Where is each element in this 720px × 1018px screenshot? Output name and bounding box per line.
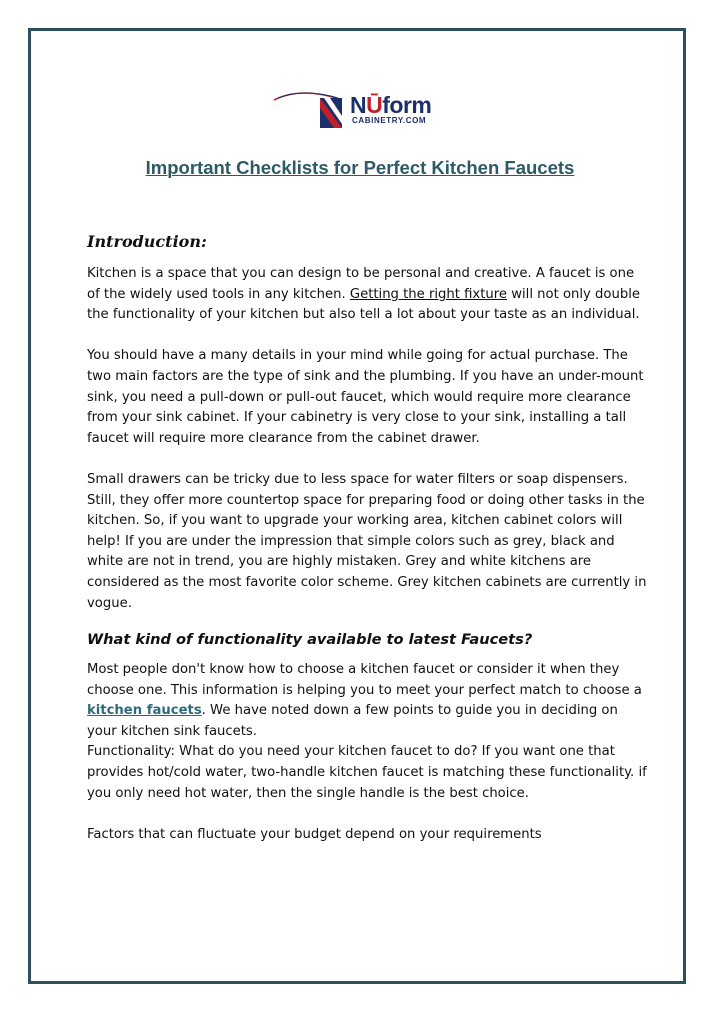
paragraph-5: Functionality: What do you need your kitchen faucet to do? If you want one that provides hot/cold water, two-handle kitchen faucet is matching these functionality. if you only need hot water, then the single handle is the best choice. <box>87 744 647 801</box>
paragraph-4: Most people don't know how to choose a kitchen faucet or consider it when they choose one. This information is helping you to meet your perfect match to choose a kitchen faucets. We have noted down a few points to guide you in deciding on your kitchen sink faucets. <box>87 662 642 739</box>
paragraph-1: Kitchen is a space that you can design to be personal and creative. A faucet is one of the widely used tools in any kitchen. Getting the right fixture will not only double the functionality of your kitchen but also tell a lot about your taste as an individual. <box>87 266 640 323</box>
paragraph-3: Small drawers can be tricky due to less space for water filters or soap dispensers. Still, they offer more countertop space for preparing food or doing other tasks in the kitchen. So, if you want to upgrade your working area, kitchen cabinet colors will help! If you are under the impression that simple colors such as grey, black and white are not in trend, you are highly mistaken. Grey and white kitchens are considered as the most favorite color scheme. Grey kitchen cabinets are currently in vogue. <box>87 471 647 611</box>
functionality-heading: What kind of functionality available to latest Faucets? <box>87 631 533 649</box>
logo-subtitle: CABINETRY.COM <box>352 116 427 125</box>
page-title: Important Checklists for Perfect Kitchen Faucets <box>145 157 575 178</box>
logo-wordmark: NŪform <box>350 92 432 118</box>
article-body <box>87 230 647 845</box>
paragraph-6: Factors that can fluctuate your budget depend on your requirements <box>87 826 542 842</box>
getting-right-fixture-link[interactable]: Getting the right fixture <box>349 286 508 302</box>
paragraph-2: You should have a many details in your mind while going for actual purchase. The two main factors are the type of sink and the plumbing. If you have an under-mount sink, you need a pull-down or pull-out faucet, which would require more clearance from your sink cabinet. If your cabinetry is very close to your sink, installing a tall faucet will require more clearance from the cabinet drawer. <box>87 348 644 446</box>
intro-heading: Introduction: <box>87 232 207 251</box>
kitchen-faucets-link[interactable]: kitchen faucets <box>87 703 202 719</box>
logo-mark-icon <box>272 86 352 132</box>
nuform-logo[interactable] <box>272 86 452 132</box>
